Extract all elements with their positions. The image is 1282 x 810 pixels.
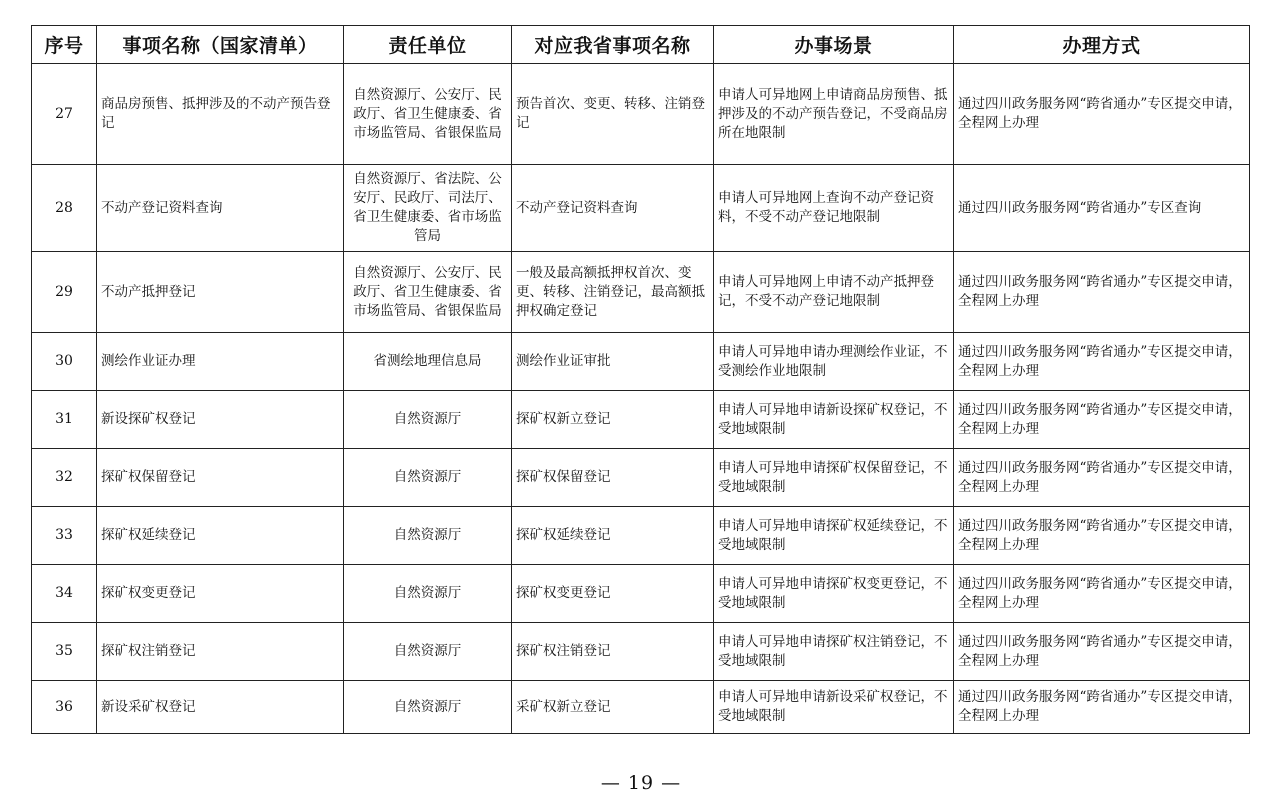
cell-provincial-item: 测绘作业证审批 [512, 333, 714, 391]
cell-responsible-unit: 自然资源厅、省法院、公安厅、民政厅、司法厅、省卫生健康委、省市场监管局 [344, 165, 512, 252]
header-provincial-item-name: 对应我省事项名称 [512, 26, 714, 64]
header-item-name-national: 事项名称（国家清单） [97, 26, 344, 64]
cell-responsible-unit: 自然资源厅 [344, 507, 512, 565]
cell-handling-method: 通过四川政务服务网“跨省通办”专区提交申请，全程网上办理 [954, 623, 1250, 681]
cell-provincial-item: 预告首次、变更、转移、注销登记 [512, 64, 714, 165]
cell-provincial-item: 探矿权新立登记 [512, 391, 714, 449]
cell-item-name: 探矿权延续登记 [97, 507, 344, 565]
cell-serial-number: 35 [32, 623, 97, 681]
table-row [32, 681, 1250, 734]
cell-handling-method: 通过四川政务服务网“跨省通办”专区提交申请，全程网上办理 [954, 507, 1250, 565]
cell-item-name: 探矿权变更登记 [97, 565, 344, 623]
cell-serial-number: 29 [32, 252, 97, 333]
table-row [32, 165, 1250, 252]
cell-serial-number: 27 [32, 64, 97, 165]
cell-handling-method: 通过四川政务服务网“跨省通办”专区提交申请，全程网上办理 [954, 681, 1250, 734]
cell-provincial-item: 探矿权注销登记 [512, 623, 714, 681]
table-row [32, 507, 1250, 565]
cell-handling-method: 通过四川政务服务网“跨省通办”专区提交申请，全程网上办理 [954, 64, 1250, 165]
cell-item-name: 新设探矿权登记 [97, 391, 344, 449]
cell-item-name: 不动产登记资料查询 [97, 165, 344, 252]
table-row [32, 333, 1250, 391]
cell-scenario: 申请人可异地申请探矿权延续登记，不受地域限制 [714, 507, 954, 565]
table-row [32, 449, 1250, 507]
cell-responsible-unit: 自然资源厅 [344, 391, 512, 449]
cell-scenario: 申请人可异地申请探矿权变更登记，不受地域限制 [714, 565, 954, 623]
cell-provincial-item: 探矿权保留登记 [512, 449, 714, 507]
cell-handling-method: 通过四川政务服务网“跨省通办”专区提交申请，全程网上办理 [954, 391, 1250, 449]
table-row [32, 565, 1250, 623]
header-handling-method: 办理方式 [954, 26, 1250, 64]
cell-scenario: 申请人可异地申请探矿权注销登记，不受地域限制 [714, 623, 954, 681]
cell-scenario: 申请人可异地网上申请商品房预售、抵押涉及的不动产预告登记，不受商品房所在地限制 [714, 64, 954, 165]
cell-scenario: 申请人可异地申请新设探矿权登记，不受地域限制 [714, 391, 954, 449]
page-number: — 19 — [600, 772, 682, 794]
cell-item-name: 不动产抵押登记 [97, 252, 344, 333]
cell-scenario: 申请人可异地网上申请不动产抵押登记，不受不动产登记地限制 [714, 252, 954, 333]
cell-serial-number: 34 [32, 565, 97, 623]
cell-responsible-unit: 自然资源厅、公安厅、民政厅、省卫生健康委、省市场监管局、省银保监局 [344, 252, 512, 333]
cell-item-name: 商品房预售、抵押涉及的不动产预告登记 [97, 64, 344, 165]
cell-provincial-item: 探矿权变更登记 [512, 565, 714, 623]
cell-serial-number: 32 [32, 449, 97, 507]
cell-scenario: 申请人可异地申请新设采矿权登记，不受地域限制 [714, 681, 954, 734]
table-row [32, 64, 1250, 165]
table-row [32, 252, 1250, 333]
cell-responsible-unit: 自然资源厅 [344, 449, 512, 507]
header-serial-number: 序号 [32, 26, 97, 64]
cell-serial-number: 36 [32, 681, 97, 734]
cell-handling-method: 通过四川政务服务网“跨省通办”专区查询 [954, 165, 1250, 252]
cell-handling-method: 通过四川政务服务网“跨省通办”专区提交申请，全程网上办理 [954, 565, 1250, 623]
cell-item-name: 新设采矿权登记 [97, 681, 344, 734]
cell-item-name: 探矿权注销登记 [97, 623, 344, 681]
cell-serial-number: 30 [32, 333, 97, 391]
table-header-row [32, 26, 1250, 64]
cell-provincial-item: 采矿权新立登记 [512, 681, 714, 734]
table-row [32, 391, 1250, 449]
cell-scenario: 申请人可异地申请探矿权保留登记，不受地域限制 [714, 449, 954, 507]
cell-scenario: 申请人可异地网上查询不动产登记资料，不受不动产登记地限制 [714, 165, 954, 252]
cell-responsible-unit: 自然资源厅 [344, 565, 512, 623]
cell-provincial-item: 不动产登记资料查询 [512, 165, 714, 252]
header-scenario: 办事场景 [714, 26, 954, 64]
document-page [31, 25, 1249, 734]
cell-item-name: 探矿权保留登记 [97, 449, 344, 507]
cell-serial-number: 31 [32, 391, 97, 449]
cell-serial-number: 33 [32, 507, 97, 565]
cell-item-name: 测绘作业证办理 [97, 333, 344, 391]
cell-responsible-unit: 省测绘地理信息局 [344, 333, 512, 391]
header-responsible-unit: 责任单位 [344, 26, 512, 64]
cell-provincial-item: 探矿权延续登记 [512, 507, 714, 565]
services-table [31, 25, 1250, 734]
table-row [32, 623, 1250, 681]
cell-handling-method: 通过四川政务服务网“跨省通办”专区提交申请，全程网上办理 [954, 449, 1250, 507]
cell-responsible-unit: 自然资源厅、公安厅、民政厅、省卫生健康委、省市场监管局、省银保监局 [344, 64, 512, 165]
cell-handling-method: 通过四川政务服务网“跨省通办”专区提交申请，全程网上办理 [954, 333, 1250, 391]
cell-handling-method: 通过四川政务服务网“跨省通办”专区提交申请，全程网上办理 [954, 252, 1250, 333]
cell-scenario: 申请人可异地申请办理测绘作业证，不受测绘作业地限制 [714, 333, 954, 391]
cell-provincial-item: 一般及最高额抵押权首次、变更、转移、注销登记，最高额抵押权确定登记 [512, 252, 714, 333]
cell-serial-number: 28 [32, 165, 97, 252]
cell-responsible-unit: 自然资源厅 [344, 681, 512, 734]
cell-responsible-unit: 自然资源厅 [344, 623, 512, 681]
